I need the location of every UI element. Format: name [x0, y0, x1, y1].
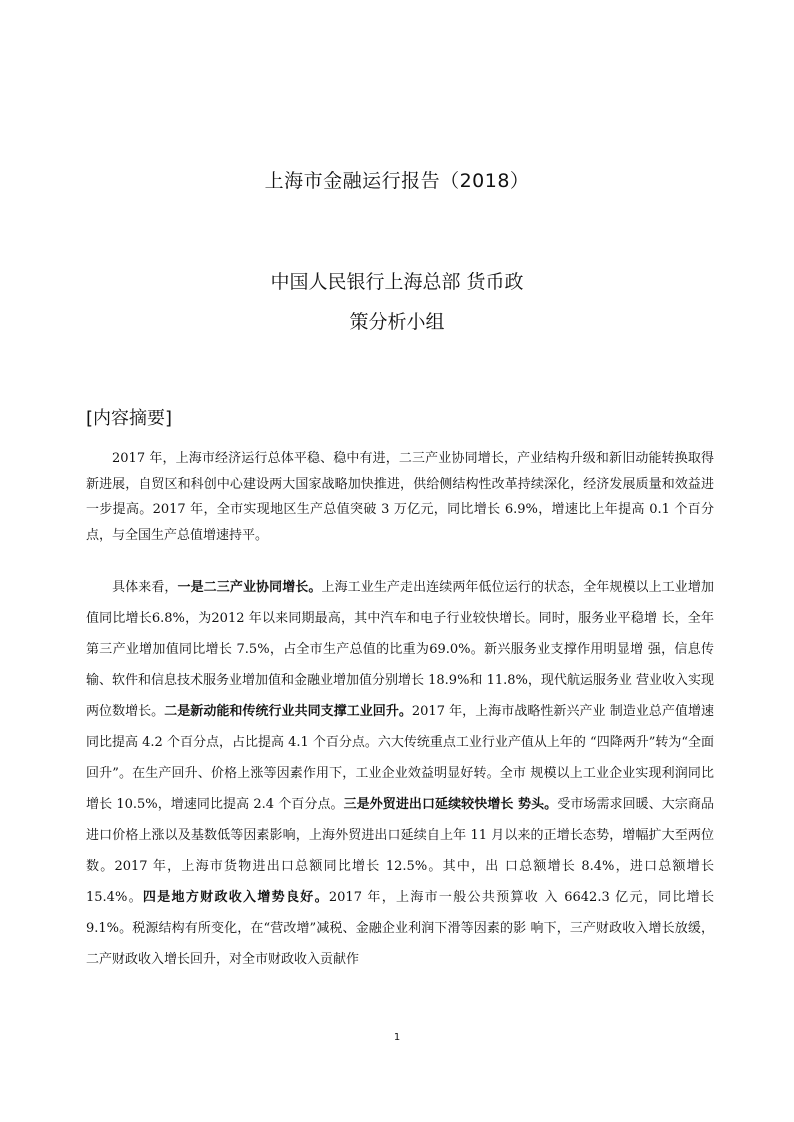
- abstract-paragraph-1: [86, 446, 714, 548]
- section-heading-abstract: [内容摘要]: [86, 408, 173, 429]
- paragraph-2-text-3: 2017 年，上海市战略性新兴产业 制造业总产值增速同比提高 4.2 个百分点，占比提高 4.1 个百分点。六大传统重点工业行业产值从上年的 “四降两升”转为“全面回升”。在生产回升、价格上涨等因素作用下，工业企业效益明显好转。全市 规模以上工业企业实现利润同比增长 10.5%，增速同比提高 2.4 个百分点。: [86, 704, 714, 812]
- page-number: 1: [393, 1032, 401, 1043]
- paragraph-2-text-5: 2017 年，上海市一般公共预算收 入 6642.3 亿元，同比增长 9.1%。税源结构有所变化，在“营改增”减税、金融企业利润下滑等因素的影 响下，三产财政收入增长放缓，二产财政收入增长回升，对全市财政收入贡献作: [86, 890, 714, 967]
- highlight-point-1: 一是二三产业协同增长。: [177, 580, 322, 595]
- paragraph-2-text-2: 上海工业生产走出连续两年低位运行的状态，全年规模以上工业增加值同比增长6.8%，为2012 年以来同期最高，其中汽车和电子行业较快增长。同时，服务业平稳增 长，全年第三产业增加值同比增长 7.5%，占全市生产总值的比重为69.0%。新兴服务业支撑作用明显增 强，信息传输、软件和信息技术服务业增加值和金融业增加值分别增长 18.9%和 11.8%，现代航运服务业 营业收入实现两位数增长。: [86, 580, 714, 719]
- author-block: [0, 262, 794, 342]
- highlight-point-2: 二是新动能和传统行业共同支撑工业回升。: [164, 704, 412, 719]
- report-title: 上海市金融运行报告（2018）: [264, 170, 530, 192]
- paragraph-1-text: 2017 年，上海市经济运行总体平稳、稳中有进，二三产业协同增长，产业结构升级和新旧动能转换取得新进展，自贸区和科创中心建设两大国家战略加快推进，供给侧结构性改革持续深化，经济发展质量和效益进一步提高。2017 年，全市实现地区生产总值突破 3 万亿元，同比增长 6.9%，增速比上年提高 0.1 个百分点，与全国生产总值增速持平。: [86, 451, 714, 543]
- author-line-1: 中国人民银行上海总部 货币政: [270, 271, 524, 293]
- abstract-paragraph-2: [86, 572, 714, 975]
- highlight-point-3: 三是外贸进出口延续较快增长 势头。: [343, 797, 558, 812]
- highlight-point-4: 四是地方财政收入增势良好。: [142, 890, 329, 905]
- paragraph-2-text-1: 具体来看，: [112, 580, 178, 595]
- paragraph-2-text-4: 受市场需求回暖、大宗商品进口价格上涨以及基数低等因素影响，上海外贸进出口延续自上年 11 月以来的正增长态势，增幅扩大至两位数。2017 年，上海市货物进出口总额同比增长 12.5%。其中，出 口总额增长 8.4%，进口总额增长 15.4%。: [86, 797, 714, 905]
- author-line-2: 策分析小组: [349, 311, 445, 333]
